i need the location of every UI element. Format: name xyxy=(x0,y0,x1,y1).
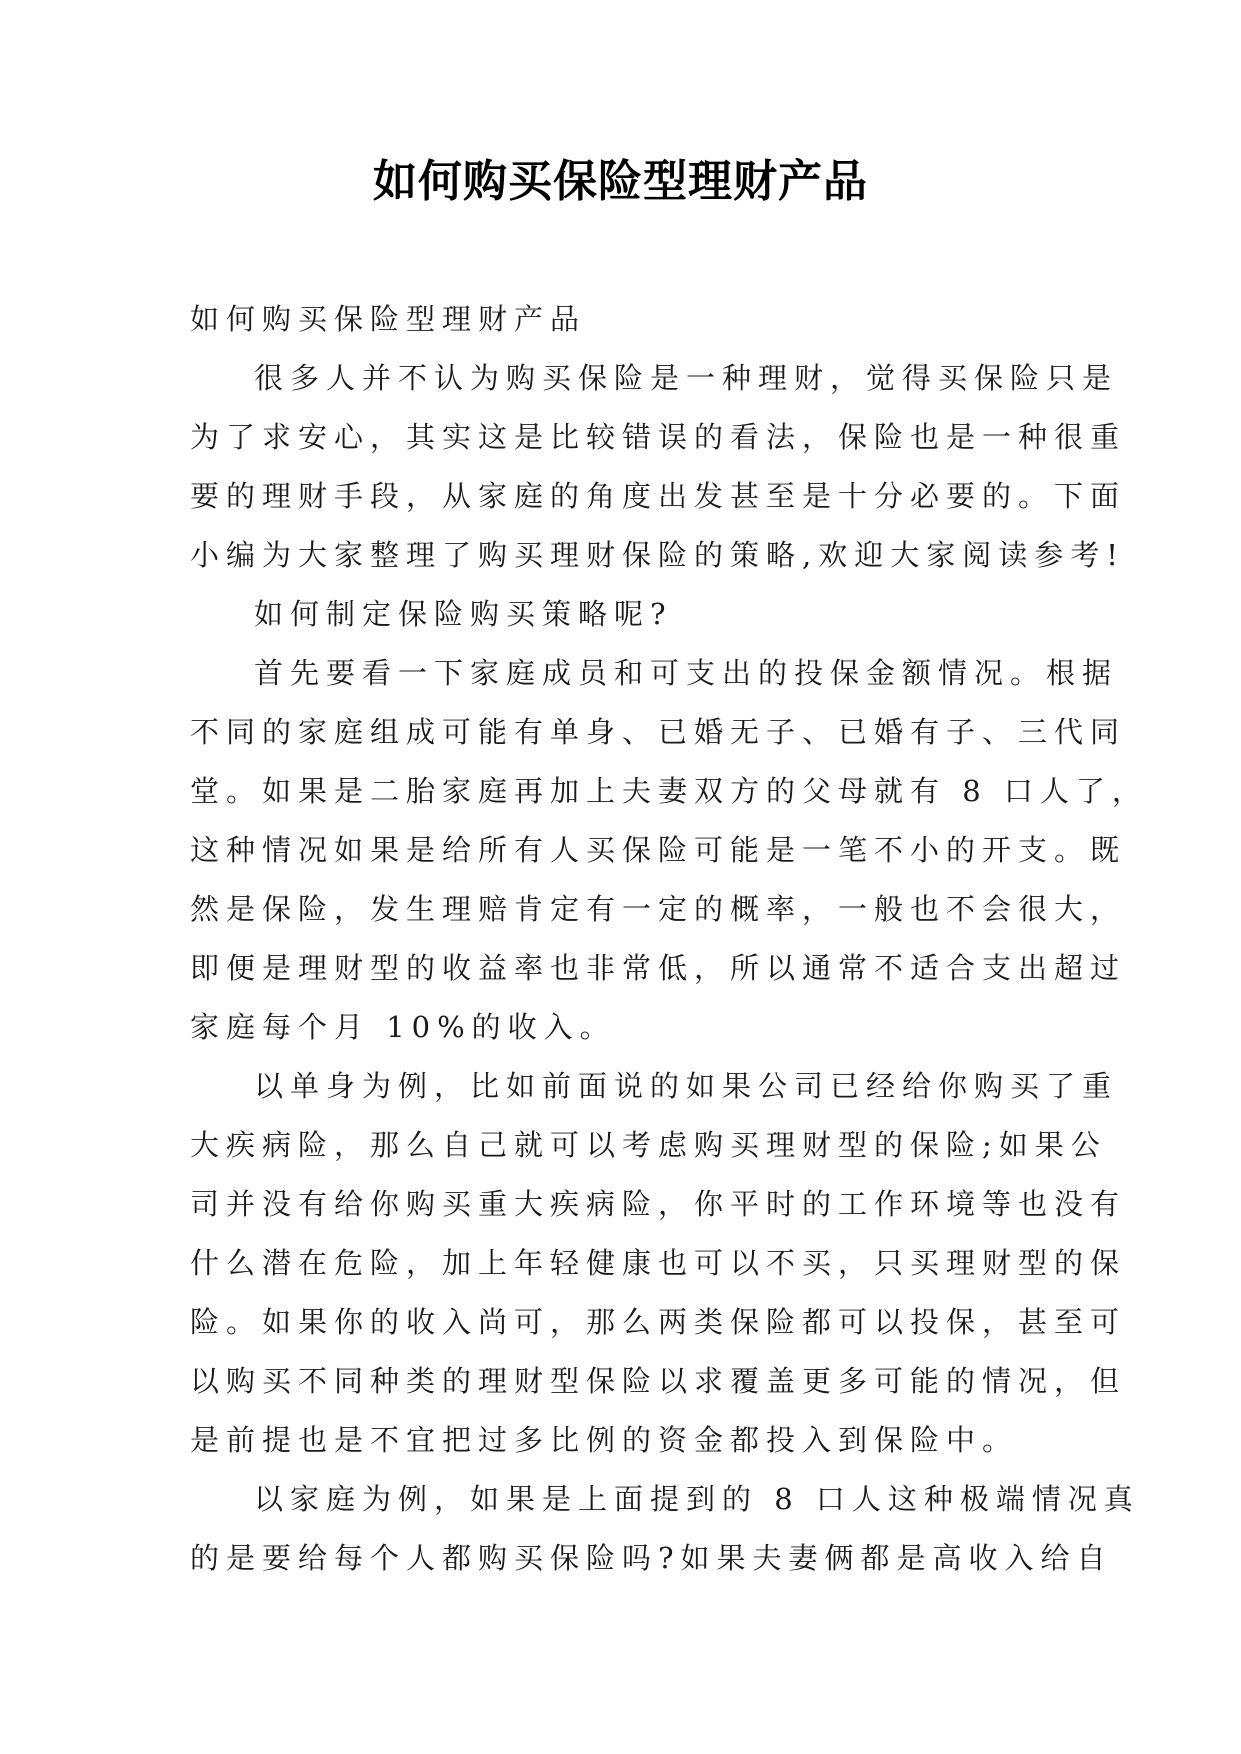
paragraph-line: 以购买不同种类的理财型保险以求覆盖更多可能的情况，但 xyxy=(190,1364,1127,1398)
document-title: 如何购买保险型理财产品 xyxy=(373,156,868,207)
paragraph-line: 堂。如果是二胎家庭再加上夫妻双方的父母就有 8 口人了， xyxy=(190,774,1148,808)
paragraph-line: 不同的家庭组成可能有单身、已婚无子、已婚有子、三代同 xyxy=(190,715,1127,749)
paragraph-line: 司并没有给你购买重大疾病险，你平时的工作环境等也没有 xyxy=(190,1187,1127,1221)
paragraph-line: 以单身为例，比如前面说的如果公司已经给你购买了重 xyxy=(254,1069,1119,1103)
subtitle-line: 如何购买保险型理财产品 xyxy=(190,302,587,336)
paragraph-line: 以家庭为例，如果是上面提到的 8 口人这种极端情况真 xyxy=(254,1482,1140,1516)
paragraph-line: 首先要看一下家庭成员和可支出的投保金额情况。根据 xyxy=(254,656,1119,690)
paragraph-line: 险。如果你的收入尚可，那么两类保险都可以投保，甚至可 xyxy=(190,1305,1127,1339)
paragraph-line: 什么潜在危险，加上年轻健康也可以不买，只买理财型的保 xyxy=(190,1246,1127,1280)
paragraph-line: 为了求安心，其实这是比较错误的看法，保险也是一种很重 xyxy=(190,420,1127,454)
paragraph-line: 是前提也是不宜把过多比例的资金都投入到保险中。 xyxy=(190,1423,1019,1457)
paragraph-line: 大疾病险，那么自己就可以考虑购买理财型的保险;如果公 xyxy=(190,1128,1107,1162)
paragraph-line: 这种情况如果是给所有人买保险可能是一笔不小的开支。既 xyxy=(190,833,1127,867)
paragraph-line: 然是保险，发生理赔肯定有一定的概率，一般也不会很大， xyxy=(190,892,1127,926)
paragraph-line: 的是要给每个人都购买保险吗?如果夫妻俩都是高收入给自 xyxy=(190,1541,1113,1575)
paragraph-line: 小编为大家整理了购买理财保险的策略,欢迎大家阅读参考! xyxy=(190,538,1125,572)
paragraph-line: 要的理财手段，从家庭的角度出发甚至是十分必要的。下面 xyxy=(190,479,1127,513)
paragraph-line: 很多人并不认为购买保险是一种理财，觉得买保险只是 xyxy=(254,361,1119,395)
paragraph-line: 家庭每个月 10%的收入。 xyxy=(190,1010,616,1044)
paragraph-line: 即便是理财型的收益率也非常低，所以通常不适合支出超过 xyxy=(190,951,1127,985)
section-question-line: 如何制定保险购买策略呢? xyxy=(254,597,673,631)
document-body xyxy=(190,290,1148,1588)
